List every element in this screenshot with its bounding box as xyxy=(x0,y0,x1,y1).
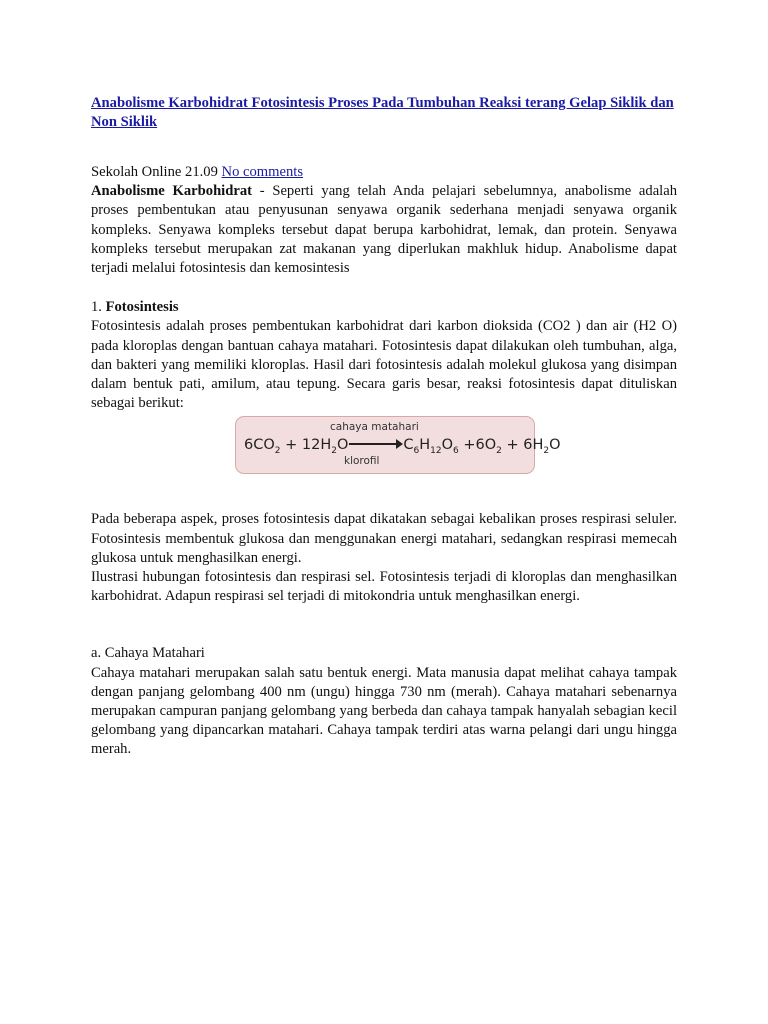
equation-condition-chlorophyll: klorofil xyxy=(344,455,380,468)
fotosintesis-paragraph: Fotosintesis adalah proses pembentukan karbohidrat dari karbon dioksida (CO2 ) dan air (H2 O) pada kloroplas dengan bantuan cahaya matahari. Fotosintesis dapat dilakukan oleh tumbuhan, alga, dan bakteri yang memiliki kloroplas. Hasil dari fotosintesis adalah molekul glukosa yang disimpan dalam bentuk pati, amilum, atau tepung. Secara garis besar, reaksi fotosintesis dapat dituliskan sebagai berikut: xyxy=(91,318,677,412)
intro-paragraph xyxy=(91,182,677,278)
comments-link[interactable]: No comments xyxy=(221,164,304,180)
equation-formula: $6CO_2 + 12H_2O$ $C_6H_{12}O_6 +6O_2 + 6H_2O$ xyxy=(244,437,561,457)
cahaya-paragraph: Cahaya matahari merupakan salah satu bentuk energi. Mata manusia dapat melihat cahaya tampak dengan panjang gelombang 400 nm (ungu) hingga 730 nm (merah). Cahaya matahari sebenarnya merupakan campuran panjang gelombang yang berbeda dan cahaya tampak hanyalah sebagian kecil gelombang yang dipancarkan matahari. Cahaya tampak terdiri atas warna pelangi dari ungu hingga merah. xyxy=(91,664,677,758)
post-meta xyxy=(91,163,677,182)
equation-condition-light: cahaya matahari xyxy=(330,421,419,434)
section-title: Fotosintesis xyxy=(105,299,179,316)
intro-text: - Seperti yang telah Anda pelajari sebelumnya, anabolisme adalah proses pembentukan atau penyusunan senyawa organik sederhana menjadi senyawa organik kompleks. Senyawa kompleks tersebut dapat berupa karbohidrat, lemak, dan protein. Senyawa kompleks tersebut merupakan zat makanan yang diperlukan makhluk hidup. Anabolisme dapat terjadi melalui fotosintesis dan kemosintesis xyxy=(91,183,678,277)
reaction-arrow xyxy=(349,443,401,445)
section-heading-fotosintesis xyxy=(91,298,677,317)
intro-term: Anabolisme Karbohidrat xyxy=(91,183,252,200)
author-time: Sekolah Online 21.09 xyxy=(91,164,218,180)
photosynthesis-equation-figure xyxy=(235,416,561,474)
article-title-link[interactable]: Anabolisme Karbohidrat Fotosintesis Proses Pada Tumbuhan Reaksi terang Gelap Siklik dan Non Siklik xyxy=(91,95,674,130)
subsection-heading-cahaya: a. Cahaya Matahari xyxy=(91,645,205,662)
equation-box xyxy=(235,416,561,474)
paragraph-respirasi-1: Pada beberapa aspek, proses fotosintesis dapat dikatakan sebagai kebalikan proses respirasi seluler. Fotosintesis membentuk glukosa dan menggunakan energi matahari, sedangkan respirasi memecah glukosa untuk menghasilkan energi. xyxy=(91,511,677,566)
document-page xyxy=(91,94,677,760)
section-number: 1. xyxy=(91,299,106,316)
paragraph-respirasi-2: Ilustrasi hubungan fotosintesis dan respirasi sel. Fotosintesis terjadi di kloroplas dan menghasilkan karbohidrat. Adapun respirasi sel terjadi di mitokondria untuk menghasilkan energi. xyxy=(91,569,677,605)
